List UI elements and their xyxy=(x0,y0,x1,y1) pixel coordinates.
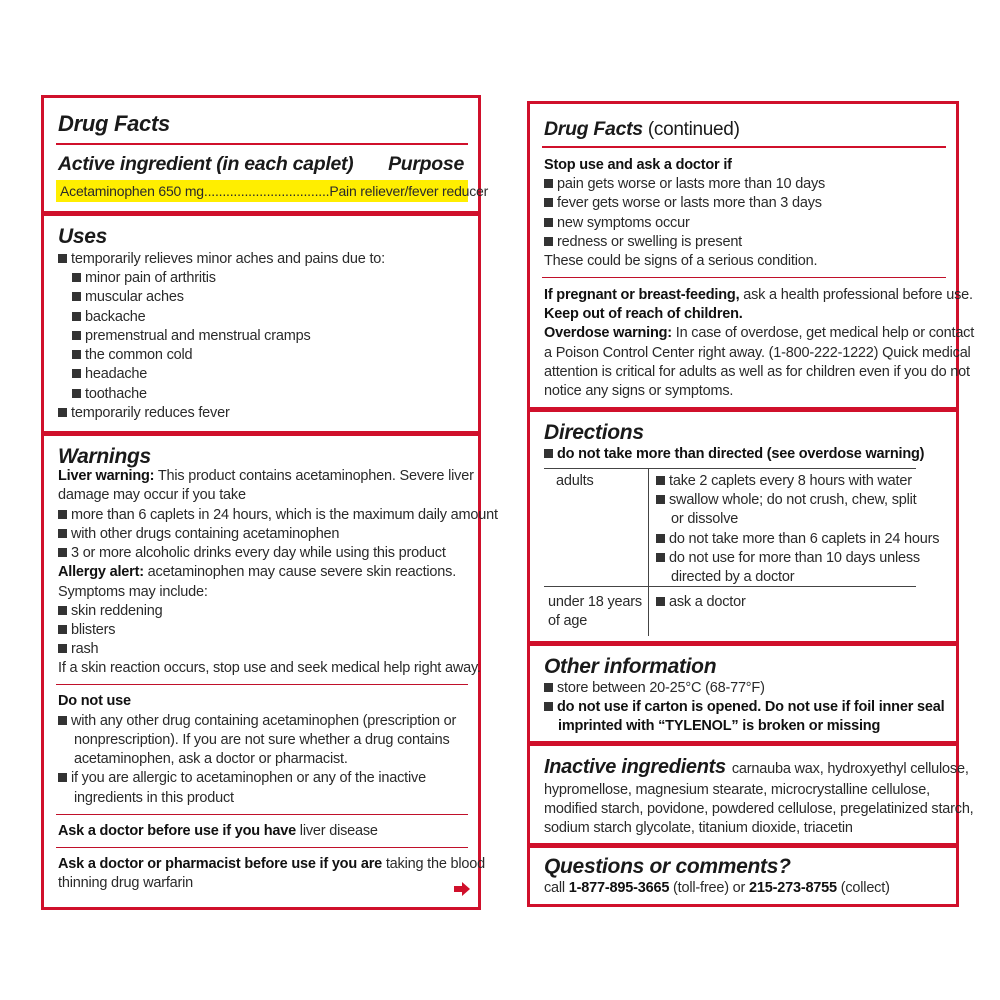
drug-facts-header-section xyxy=(44,98,489,216)
directions-title: Directions xyxy=(544,421,644,444)
do-not-use-item: with any other drug containing acetaminophen (prescription or xyxy=(58,712,456,731)
symptom-item: rash xyxy=(58,640,98,659)
liver-warning-cont: damage may occur if you take xyxy=(58,487,246,503)
overdose-warning-cont: a Poison Control Center right away. (1-800-222-1222) Quick medical xyxy=(544,345,971,361)
directions-section xyxy=(530,412,956,646)
uses-item: the common cold xyxy=(72,346,192,365)
inactive-line: Inactive ingredients carnauba wax, hydroxyethyl cellulose, xyxy=(544,756,969,778)
other-info-item: store between 20-25°C (68-77°F) xyxy=(544,679,765,698)
symptoms-intro: Symptoms may include: xyxy=(58,584,208,600)
symptom-item: blisters xyxy=(58,621,115,640)
ask-doctor-line: Ask a doctor before use if you have liver disease xyxy=(58,823,378,839)
stop-item: redness or swelling is present xyxy=(544,233,742,252)
adult-direction: swallow whole; do not crush, chew, split xyxy=(656,491,917,510)
warnings-title: Warnings xyxy=(58,445,151,468)
do-not-use-item-cont: ingredients in this product xyxy=(74,790,234,806)
adult-direction: do not take more than 6 caplets in 24 hours xyxy=(656,530,939,549)
stop-use-title: Stop use and ask a doctor if xyxy=(544,157,732,173)
stop-item: new symptoms occur xyxy=(544,214,690,233)
directions-table xyxy=(544,468,940,636)
uses-item: premenstrual and menstrual cramps xyxy=(72,327,311,346)
adult-direction: do not use for more than 10 days unless xyxy=(656,549,920,568)
under-18-direction: ask a doctor xyxy=(656,593,746,612)
ask-pharmacist-line-cont: thinning drug warfarin xyxy=(58,875,194,891)
keep-out-line: Keep out of reach of children. xyxy=(544,306,743,322)
uses-item: toothache xyxy=(72,385,147,404)
active-ingredient-heading: Active ingredient (in each caplet) xyxy=(58,153,354,175)
uses-item: muscular aches xyxy=(72,288,184,307)
continue-arrow-icon xyxy=(454,882,470,896)
adult-direction: take 2 caplets every 8 hours with water xyxy=(656,472,912,491)
symptom-item: skin reddening xyxy=(58,602,163,621)
other-info-item-cont: imprinted with “TYLENOL” is broken or missing xyxy=(558,718,881,734)
overdose-warning-cont: attention is critical for adults as well as for children even if you do not xyxy=(544,364,970,380)
drug-facts-panel-right xyxy=(527,101,975,907)
uses-section xyxy=(44,216,478,436)
allergy-alert: Allergy alert: acetaminophen may cause severe skin reactions. xyxy=(58,564,457,580)
skin-reaction-text: If a skin reaction occurs, stop use and seek medical help right away. xyxy=(58,660,481,676)
inactive-ingredients-section xyxy=(530,746,974,848)
adult-direction-cont: directed by a doctor xyxy=(671,569,795,585)
uses-item: headache xyxy=(72,365,147,384)
do-not-use-item: if you are allergic to acetaminophen or any of the inactive xyxy=(58,769,426,788)
overdose-warning-cont: notice any signs or symptoms. xyxy=(544,383,734,399)
drug-facts-panel-left xyxy=(41,95,498,910)
other-information-title: Other information xyxy=(544,655,717,678)
uses-outro: temporarily reduces fever xyxy=(58,404,230,423)
drug-facts-continued-title: Drug Facts (continued) xyxy=(544,118,740,140)
under-18-label: under 18 years xyxy=(548,594,642,610)
do-not-use-item-cont: acetaminophen, ask a doctor or pharmacist. xyxy=(74,751,348,767)
purpose-heading: Purpose xyxy=(388,153,464,175)
liver-item: 3 or more alcoholic drinks every day while using this product xyxy=(58,544,446,563)
inactive-line-cont: sodium starch glycolate, titanium dioxide, triacetin xyxy=(544,820,853,836)
inactive-line-cont: modified starch, povidone, powdered cellulose, pregelatinized starch, xyxy=(544,801,974,817)
continued-section xyxy=(530,104,975,412)
liver-warning: Liver warning: This product contains acetaminophen. Severe liver xyxy=(58,468,474,484)
overdose-warning: Overdose warning: In case of overdose, get medical help or contact xyxy=(544,325,975,341)
adult-direction-cont: or dissolve xyxy=(671,511,739,527)
pregnant-line: If pregnant or breast-feeding, ask a health professional before use. xyxy=(544,287,973,303)
uses-title: Uses xyxy=(58,225,108,248)
directions-main: do not take more than directed (see overdose warning) xyxy=(544,445,924,464)
warnings-section xyxy=(44,436,498,910)
questions-phone-line: call 1-877-895-3665 (toll-free) or 215-273-8755 (collect) xyxy=(544,880,890,896)
uses-intro: temporarily relieves minor aches and pains due to: xyxy=(58,250,385,269)
stop-item: fever gets worse or lasts more than 3 days xyxy=(544,194,822,213)
questions-title: Questions or comments? xyxy=(544,855,791,878)
drug-facts-title: Drug Facts xyxy=(58,111,170,136)
other-info-item: do not use if carton is opened. Do not use if foil inner seal xyxy=(544,698,944,717)
liver-item: more than 6 caplets in 24 hours, which is the maximum daily amount xyxy=(58,506,498,525)
uses-item: backache xyxy=(72,308,145,327)
uses-item: minor pain of arthritis xyxy=(72,269,216,288)
liver-item: with other drugs containing acetaminophen xyxy=(58,525,339,544)
inactive-line-cont: hypromellose, magnesium stearate, microcrystalline cellulose, xyxy=(544,782,930,798)
adults-label: adults xyxy=(556,473,594,489)
do-not-use-item-cont: nonprescription). If you are not sure whether a drug contains xyxy=(74,732,450,748)
other-information-section xyxy=(530,646,956,746)
active-ingredient-line: Acetaminophen 650 mg..................................Pain reliever/fever reducer xyxy=(56,180,468,202)
do-not-use-title: Do not use xyxy=(58,693,131,709)
under-18-label-cont: of age xyxy=(548,613,588,629)
stop-item: pain gets worse or lasts more than 10 days xyxy=(544,175,825,194)
questions-section xyxy=(530,848,956,904)
stop-outro: These could be signs of a serious condition. xyxy=(544,253,818,269)
ask-pharmacist-line: Ask a doctor or pharmacist before use if you are taking the blood xyxy=(58,856,486,872)
